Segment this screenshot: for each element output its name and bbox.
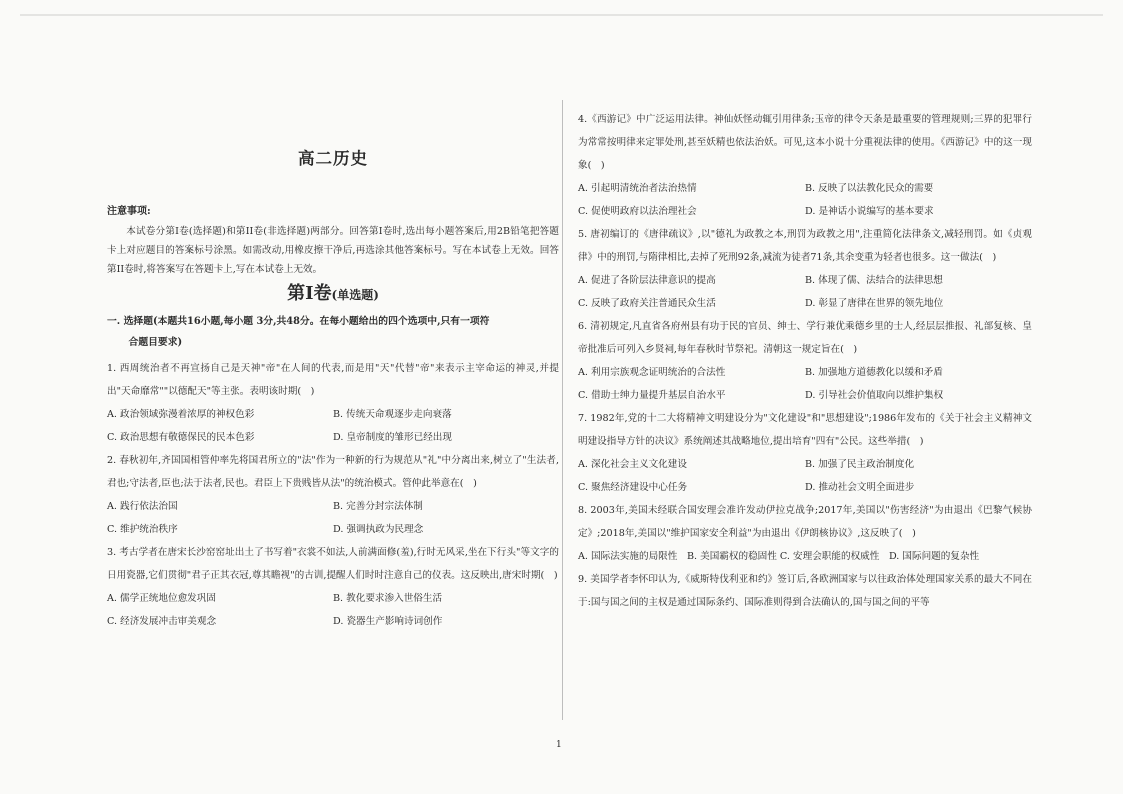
answer-option: A. 践行依法治国 [107,501,178,512]
question [578,223,1032,315]
answer-option: D. 是神话小说编写的基本要求 [805,206,934,217]
answer-option: D. 皇帝制度的雏形已经出现 [333,432,452,443]
question-stem: 4.《西游记》中广泛运用法律。神仙妖怪动辄引用律条;玉帝的律令天条是最重要的管理规则;三界的犯罪行为常常按明律来定罪处刑,甚至妖精也依法治妖。可见,这本小说十分重视法律的使用。《西游记》中的这一现象( ) [578,114,1032,171]
answer-option: B. 体现了儒、法结合的法律思想 [805,275,943,286]
answer-option: D. 推动社会文明全面进步 [805,482,915,493]
question [578,315,1032,407]
answer-option: A. 引起明清统治者法治热情 [578,183,697,194]
question-options [107,495,559,541]
answer-option: B. 完善分封宗法体制 [333,501,423,512]
question-stem: 3. 考古学者在唐宋长沙窑窑址出土了书写着"衣裳不如法,人前满面修(羞),行时无风采,坐在下行头"等文字的日用瓷器,它们贯彻"君子正其衣冠,尊其瞻视"的古训,提醒人们时时注意自己的仪表。这反映出,唐宋时期( ) [107,547,559,581]
question-options [578,545,1032,568]
question [578,568,1032,614]
answer-option: D. 强调执政为民理念 [333,524,424,535]
section-instructions-cont: 合题目要求) [128,337,183,348]
answer-option: A. 利用宗族观念证明统治的合法性 [578,367,726,378]
column-divider [562,100,563,720]
answer-option: B. 教化要求渗入世俗生活 [333,593,443,604]
question-stem: 2. 春秋初年,齐国国相管仲率先将国君所立的"法"作为一种新的行为规范从"礼"中分离出来,树立了"生法者,君也;守法者,臣也;法于法者,民也。君臣上下贵贱皆从法"的统治模式。管仲此举意在( ) [107,455,559,489]
answer-option: A. 深化社会主义文化建设 [578,459,687,470]
question-stem: 5. 唐初编订的《唐律疏议》,以"德礼为政教之本,刑罚为政教之用",注重简化法律条文,减轻刑罚。如《贞观律》中的刑罚,与隋律相比,去掉了死刑92条,减流为徒者71条,其余变重为轻者也很多。这一做法( ) [578,229,1032,263]
question-stem: 7. 1982年,党的十二大将精神文明建设分为"文化建设"和"思想建设";1986年发布的《关于社会主义精神文明建设指导方针的决议》系统阐述其战略地位,提出培育"四有"公民。这些举措( ) [578,413,1032,447]
right-question-list [578,108,1032,614]
question-options [578,361,1032,407]
question-options [578,453,1032,499]
question-options [107,587,559,633]
answer-option: C. 政治思想有敬德保民的民本色彩 [107,432,255,443]
answer-option: B. 反映了以法教化民众的需要 [805,183,934,194]
part-title: 第I卷 [287,283,332,304]
question [107,541,559,633]
answer-option: D. 引导社会价值取向以维护集权 [805,390,944,401]
answer-option: A. 国际法实施的局限性 B. 美国霸权的稳固性 C. 安理会职能的权威性 D. 国际问题的复杂性 [578,551,980,562]
section-instructions: 一. 选择题(本题共16小题,每小题 3分,共48分。在每小题给出的四个选项中,只有一项符 [107,316,490,327]
answer-option: A. 促进了各阶层法律意识的提高 [578,275,716,286]
question-options [578,177,1032,223]
question-stem: 9. 美国学者李怀印认为,《威斯特伐利亚和约》签订后,各欧洲国家与以往政治体处理国家关系的最大不同在于:国与国之间的主权是通过国际条约、国际准则得到合法确认的,国与国之间的平等 [578,574,1032,608]
question [578,108,1032,223]
question-options [107,403,559,449]
question [578,407,1032,499]
notice-text: 本试卷分第I卷(选择题)和第II卷(非选择题)两部分。回答第I卷时,选出每小题答案后,用2B铅笔把答题卡上对应题目的答案标号涂黑。如需改动,用橡皮擦干净后,再选涂其他答案标号。写在本试卷上无效。回答第II卷时,将答案写在答题卡上,写在本试卷上无效。 [107,226,559,275]
scan-edge [20,14,1103,16]
question-stem: 8. 2003年,美国未经联合国安理会准许发动伊拉克战争;2017年,美国以"伤害经济"为由退出《巴黎气候协定》;2018年,美国以"维护国家安全利益"为由退出《伊朗核协议》,这反映了( ) [578,505,1032,539]
page-number: 1 [556,740,562,750]
left-question-list [107,357,559,633]
question-options [578,269,1032,315]
notice-heading: 注意事项: [107,206,151,217]
exam-title: 高二历史 [298,149,368,168]
answer-option: D. 彰显了唐律在世界的领先地位 [805,298,944,309]
right-column [578,108,1032,614]
question-stem: 1. 西周统治者不再宣扬自己是天神"帝"在人间的代表,而是用"天"代替"帝"来表示主宰命运的神灵,并提出"天命靡常""以德配天"等主张。表明该时期( ) [107,363,559,397]
question [107,357,559,449]
answer-option: C. 维护统治秩序 [107,524,178,535]
answer-option: B. 加强了民主政治制度化 [805,459,915,470]
part-heading [107,282,559,309]
question [107,449,559,541]
part-subtitle: (单选题) [331,288,379,302]
answer-option: D. 瓷器生产影响诗词创作 [333,616,443,627]
answer-option: C. 借助士绅力量提升基层自治水平 [578,390,726,401]
answer-option: C. 经济发展冲击审美观念 [107,616,217,627]
answer-option: A. 儒学正统地位愈发巩固 [107,593,216,604]
answer-option: C. 聚焦经济建设中心任务 [578,482,688,493]
question-stem: 6. 清初规定,凡直省各府州县有功于民的官员、绅士、学行兼优乘德乡里的士人,经层层推报、礼部复核、皇帝批准后可列入乡贤祠,每年春秋时节祭祀。清朝这一规定旨在( ) [578,321,1032,355]
answer-option: A. 政治领域弥漫着浓厚的神权色彩 [107,409,255,420]
question [578,499,1032,568]
answer-option: B. 加强地方道德教化以缓和矛盾 [805,367,943,378]
answer-option: C. 反映了政府关注普通民众生活 [578,298,716,309]
answer-option: B. 传统天命观逐步走向衰落 [333,409,452,420]
left-column [107,148,559,633]
answer-option: C. 促使明政府以法治理社会 [578,206,697,217]
